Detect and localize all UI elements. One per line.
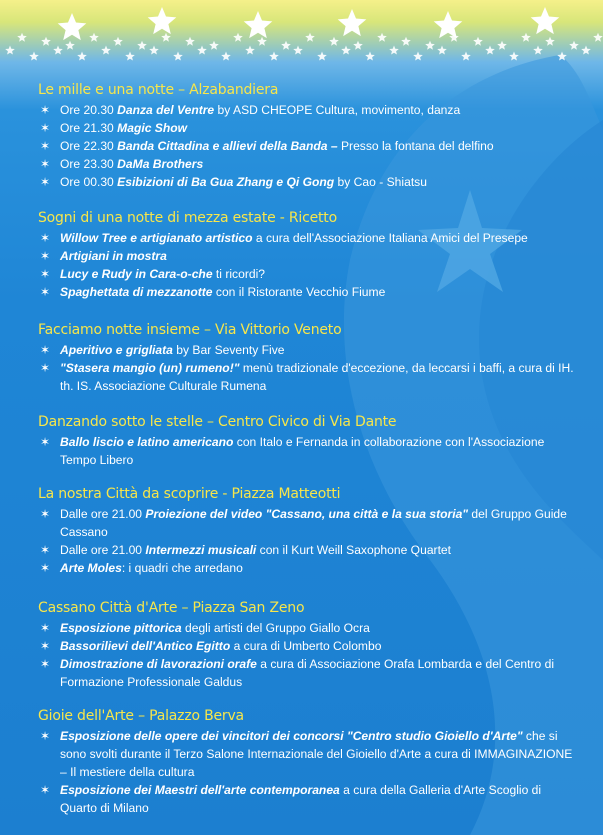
program-item [38, 727, 578, 781]
item-prefix: Ore 00.30 [60, 175, 118, 189]
item-highlight: DaMa Brothers [117, 157, 204, 171]
item-detail: a cura della Galleria d'Arte Scoglio di Quarto di Milano [60, 783, 542, 815]
item-highlight: Intermezzi musicali [145, 543, 257, 557]
item-highlight: Lucy e Rudy in Cara-o-che [60, 267, 213, 281]
star-bullet-icon: ✶ [39, 343, 51, 357]
program-item [38, 119, 578, 137]
item-prefix: Ore 20.30 [60, 103, 118, 117]
small-star-icon [437, 46, 447, 55]
item-highlight: Aperitivo e grigliata [60, 343, 173, 357]
star-bullet-icon: ✶ [39, 121, 51, 135]
item-detail: by ASD CHEOPE Cultura, movimento, danza [214, 103, 461, 117]
program-item [38, 229, 578, 247]
star-bullet-icon: ✶ [39, 543, 51, 557]
small-star-icon [389, 46, 399, 55]
item-highlight: Magic Show [117, 121, 188, 135]
item-detail: a cura di Associazione Orafa Lombarda e del Centro di Formazione Professionale Galdus [60, 657, 555, 689]
star-icon [338, 9, 367, 36]
small-star-icon [521, 33, 531, 42]
section-title: Le mille e una notte – Alzabandiera [38, 82, 279, 98]
item-detail: by Cao - Shiatsu [334, 175, 427, 189]
star-bullet-icon: ✶ [39, 103, 51, 117]
program-section [38, 210, 578, 301]
small-star-icon [209, 41, 219, 50]
small-star-icon [425, 41, 435, 50]
item-prefix: Ore 21.30 [60, 121, 118, 135]
small-star-icon [509, 52, 519, 61]
program-item [38, 247, 578, 265]
item-prefix: Dalle ore 21.00 [60, 507, 146, 521]
program-item [38, 433, 578, 469]
item-detail: menù tradizionale d'eccezione, da leccarsi i baffi, a cura di IH. th. IS. Associazione Culturale Rumena [60, 361, 574, 393]
star-icon [58, 13, 87, 40]
small-star-icon [377, 33, 387, 42]
star-icon [244, 11, 273, 38]
star-bullet-icon: ✶ [39, 267, 51, 281]
small-star-icon [593, 33, 603, 42]
item-detail: by Bar Seventy Five [172, 343, 285, 357]
item-highlight: Banda Cittadina e allievi della Banda – [117, 139, 338, 153]
star-bullet-icon: ✶ [39, 639, 51, 653]
star-bullet-icon: ✶ [39, 729, 51, 743]
section-title: La nostra Città da scoprire - Piazza Matteotti [38, 486, 341, 502]
program-item [38, 265, 578, 283]
small-star-icon [413, 52, 423, 61]
item-prefix: Ore 23.30 [60, 157, 118, 171]
small-star-icon [149, 46, 159, 55]
program-section [38, 486, 578, 577]
program-item [38, 541, 578, 559]
small-star-icon [353, 41, 363, 50]
program-item [38, 781, 578, 817]
item-highlight: Esposizione dei Maestri dell'arte contemporanea [60, 783, 340, 797]
star-border [5, 7, 603, 61]
item-highlight: Bassorilievi dell'Antico Egitto [60, 639, 231, 653]
small-star-icon [137, 41, 147, 50]
program-item [38, 173, 578, 191]
item-detail: degli artisti del Gruppo Giallo Ocra [181, 621, 370, 635]
star-bullet-icon: ✶ [39, 157, 51, 171]
item-highlight: Esposizione pittorica [60, 621, 182, 635]
small-star-icon [233, 33, 243, 42]
small-star-icon [257, 37, 267, 46]
small-star-icon [305, 33, 315, 42]
program-section [38, 82, 578, 191]
program-item [38, 637, 578, 655]
item-highlight: Esposizione delle opere dei vincitori dei concorsi "Centro studio Gioiello d'Arte" [60, 729, 523, 743]
program-item [38, 655, 578, 691]
small-star-icon [365, 52, 375, 61]
small-star-icon [497, 41, 507, 50]
star-bullet-icon: ✶ [39, 249, 51, 263]
small-star-icon [77, 52, 87, 61]
small-star-icon [473, 37, 483, 46]
program-section [38, 414, 578, 469]
star-bullet-icon: ✶ [39, 285, 51, 299]
small-star-icon [533, 46, 543, 55]
small-star-icon [341, 46, 351, 55]
item-highlight: Ballo liscio e latino americano [60, 435, 234, 449]
item-highlight: Dimostrazione di lavorazioni orafe [60, 657, 257, 671]
small-star-icon [161, 33, 171, 42]
program-item [38, 101, 578, 119]
star-icon [531, 7, 560, 34]
star-bullet-icon: ✶ [39, 231, 51, 245]
star-bullet-icon: ✶ [39, 507, 51, 521]
item-detail: con il Kurt Weill Saxophone Quartet [256, 543, 452, 557]
small-star-icon [545, 37, 555, 46]
star-bullet-icon: ✶ [39, 139, 51, 153]
item-prefix: Ore 22.30 [60, 139, 118, 153]
program-item [38, 341, 578, 359]
small-star-icon [101, 46, 111, 55]
item-detail: ti ricordi? [212, 267, 265, 281]
program-section [38, 322, 578, 395]
item-detail: con il Ristorante Vecchio Fiume [212, 285, 386, 299]
program-item [38, 283, 578, 301]
item-highlight: Danza del Ventre [117, 103, 215, 117]
item-prefix: Dalle ore 21.00 [60, 543, 146, 557]
section-title: Gioie dell'Arte – Palazzo Berva [38, 708, 244, 724]
small-star-icon [53, 46, 63, 55]
small-star-icon [221, 52, 231, 61]
item-highlight: Willow Tree e artigianato artistico [60, 231, 253, 245]
item-detail: che si sono svolti durante il Terzo Salone Internazionale del Gioiello d'Arte a cura di IMMAGINAZIONE – Il mestiere della cultura [60, 729, 573, 779]
star-bullet-icon: ✶ [39, 621, 51, 635]
program-item [38, 619, 578, 637]
small-star-icon [401, 37, 411, 46]
small-star-icon [173, 52, 183, 61]
item-detail: : i quadri che arredano [121, 561, 243, 575]
item-highlight: Esibizioni di Ba Gua Zhang e Qi Gong [117, 175, 335, 189]
small-star-icon [89, 33, 99, 42]
item-highlight: Spaghettata di mezzanotte [60, 285, 213, 299]
small-star-icon [317, 52, 327, 61]
program-item [38, 559, 578, 577]
small-star-icon [5, 46, 15, 55]
item-detail: a cura di Umberto Colombo [230, 639, 382, 653]
small-star-icon [125, 52, 135, 61]
small-star-icon [41, 37, 51, 46]
small-star-icon [485, 46, 495, 55]
section-title: Danzando sotto le stelle – Centro Civico di Via Dante [38, 414, 397, 430]
item-detail: a cura dell'Associazione Italiana Amici del Presepe [252, 231, 528, 245]
item-highlight: Arte Moles [60, 561, 122, 575]
item-detail: con Italo e Fernanda in collaborazione con l'Associazione Tempo Libero [60, 435, 545, 467]
item-highlight: Proiezione del video "Cassano, una città e la sua storia" [145, 507, 469, 521]
small-star-icon [197, 46, 207, 55]
small-star-icon [245, 46, 255, 55]
star-bullet-icon: ✶ [39, 657, 51, 671]
small-star-icon [269, 52, 279, 61]
program-item [38, 155, 578, 173]
section-title: Facciamo notte insieme – Via Vittorio Veneto [38, 322, 342, 338]
small-star-icon [65, 41, 75, 50]
program-item [38, 359, 578, 395]
program-section [38, 600, 578, 691]
item-detail: Presso la fontana del delfino [337, 139, 494, 153]
program-section [38, 708, 578, 817]
small-star-icon [281, 41, 291, 50]
section-title: Cassano Città d'Arte – Piazza San Zeno [38, 600, 305, 616]
item-detail: del Gruppo Guide Cassano [60, 507, 567, 539]
item-highlight: "Stasera mangio (un) rumeno!" [60, 361, 240, 375]
small-star-icon [461, 52, 471, 61]
star-icon [148, 7, 177, 34]
small-star-icon [17, 33, 27, 42]
star-bullet-icon: ✶ [39, 561, 51, 575]
small-star-icon [293, 46, 303, 55]
small-star-icon [113, 37, 123, 46]
small-star-icon [185, 37, 195, 46]
star-icon [434, 11, 463, 38]
star-bullet-icon: ✶ [39, 361, 51, 375]
small-star-icon [29, 52, 39, 61]
item-highlight: Artigiani in mostra [60, 249, 167, 263]
section-title: Sogni di una notte di mezza estate - Ricetto [38, 210, 337, 226]
star-bullet-icon: ✶ [39, 175, 51, 189]
small-star-icon [569, 41, 579, 50]
program-item [38, 505, 578, 541]
small-star-icon [329, 37, 339, 46]
program-item [38, 137, 578, 155]
star-bullet-icon: ✶ [39, 783, 51, 797]
small-star-icon [581, 46, 591, 55]
star-bullet-icon: ✶ [39, 435, 51, 449]
